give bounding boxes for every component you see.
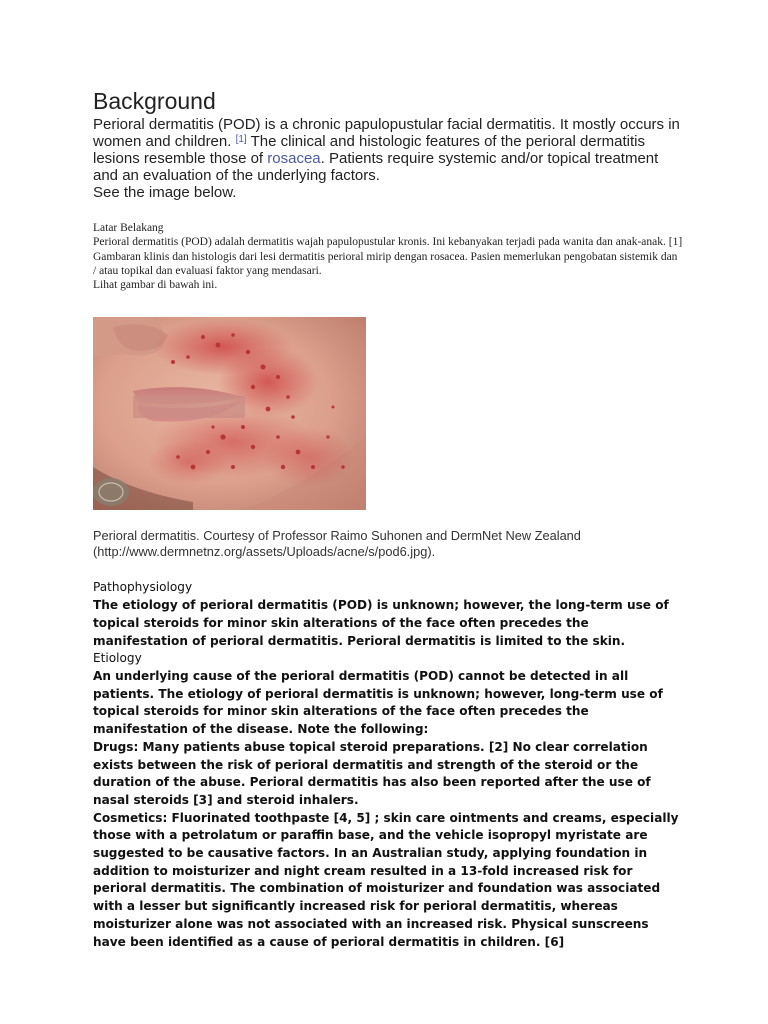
citation-ref-1[interactable]: [1] <box>235 134 247 145</box>
background-text-part: . Patients require systemic and/or topical treatment and an evaluation of the underlying factors. <box>93 150 659 184</box>
see-image-line: See the image below. <box>93 184 237 201</box>
cosmetics-text: Cosmetics: Fluorinated toothpaste [4, 5] ; skin care ointments and creams, especially those with a petrolatum or paraffin base, and the vehicle isopropyl myristate are suggested to be causative factors. In an Australian study, applying foundation in addition to moisturizer and night cream resulted in a 13-fold increased risk for perioral dermatitis. The combination of moisturizer and foundation was associated with a lesser but significantly increased risk for perioral dermatitis, whereas moisturizer alone was not associated with an increased risk. Physical sunscreens have been identified as a cause of perioral dermatitis in children. [6] <box>93 810 679 949</box>
pathophysiology-text: The etiology of perioral dermatitis (POD) is unknown; however, the long-term use of topical steroids for minor skin alterations of the face often precedes the manifestation of perioral dermatitis. Perioral dermatitis is limited to the skin. <box>93 598 669 648</box>
etiology-text: An underlying cause of the perioral dermatitis (POD) cannot be detected in all patients. The etiology of perioral dermatitis is unknown; however, long-term use of topical steroids for minor skin alterations of the face often precedes the manifestation of the disease. Note the following: <box>93 669 663 737</box>
figure-caption: Perioral dermatitis. Courtesy of Professor Raimo Suhonen and DermNet New Zealand (http://www.dermnetnz.org/assets/Uploads/acne/s/pod6.jpg). <box>93 528 581 560</box>
main-body <box>93 579 683 951</box>
background-heading: Background <box>93 88 216 114</box>
background-text-part: The clinical and histologic features of the perioral dermatitis lesions resemble those of <box>93 133 645 167</box>
document-page <box>93 84 683 951</box>
etiology-heading: Etiology <box>93 651 142 666</box>
pathophysiology-heading: Pathophysiology <box>93 580 193 595</box>
background-paragraph <box>93 116 683 201</box>
perioral-dermatitis-photo <box>93 317 366 510</box>
drugs-text: Drugs: Many patients abuse topical steroid preparations. [2] No clear correlation exists between the risk of perioral dermatitis and strength of the steroid or the duration of the abuse. Perioral dermatitis has also been reported after the use of nasal steroids [3] and steroid inhalers. <box>93 739 651 807</box>
indonesian-text: Perioral dermatitis (POD) adalah dermatitis wajah papulopustular kronis. Ini kebanyakan terjadi pada wanita dan anak-anak. [1] Gambaran klinis dan histologis dari lesi dermatitis perioral mirip dengan rosacea. Pasien memerlukan pengobatan sistemik dan / atau topikal dan evaluasi faktor yang mendasari. <box>93 236 683 277</box>
background-text-part: Perioral dermatitis (POD) is a chronic papulopustular facial dermatitis. It mostly occurs in women and children. <box>93 116 680 150</box>
indonesian-heading: Latar Belakang <box>93 222 164 234</box>
indonesian-translation <box>93 221 683 292</box>
rosacea-link[interactable]: rosacea <box>267 150 321 167</box>
indonesian-see-image: Lihat gambar di bawah ini. <box>93 279 218 292</box>
face-photo-image <box>93 317 366 510</box>
